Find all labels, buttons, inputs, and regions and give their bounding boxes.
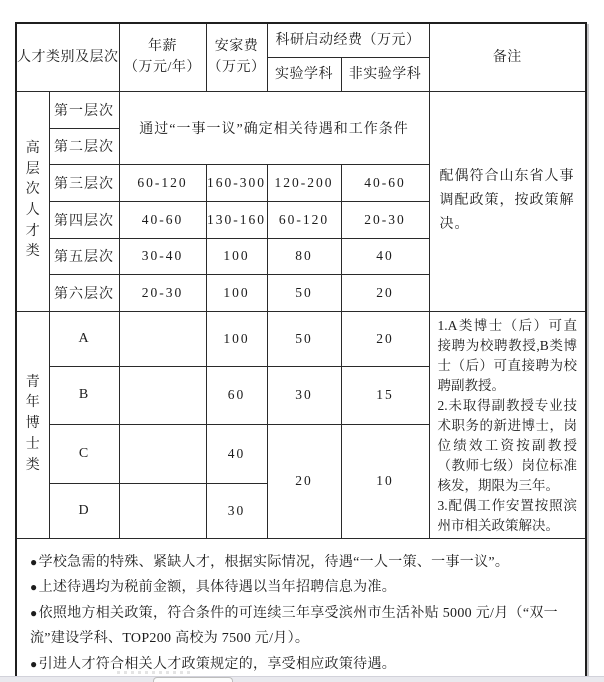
talent-benefits-table	[15, 22, 587, 679]
cell-tier1-level: 第一层次	[49, 91, 119, 128]
remark-item-3: 3.配偶工作安置按照滨州市相关政策解决。	[437, 497, 577, 533]
table-row	[16, 311, 586, 366]
notes-row	[16, 538, 586, 678]
header-settling-allowance-line2: （万元）	[207, 60, 266, 76]
header-settling-allowance	[206, 23, 267, 91]
cell-tier6-nonexp: 20	[341, 274, 429, 311]
note-line-4	[30, 652, 573, 678]
cell-classA-nonexp: 20	[341, 311, 429, 366]
cell-young-doctor-remark	[429, 311, 586, 538]
header-remark: 备注	[429, 23, 586, 91]
table-row	[16, 91, 586, 128]
group-label-high-level-talent-text: 高层次人才类	[25, 140, 40, 260]
cell-tier6-housing: 100	[206, 274, 267, 311]
cell-tier6-salary: 20-30	[119, 274, 206, 311]
cell-high-level-remark: 配偶符合山东省人事调配政策，按政策解决。	[429, 91, 586, 311]
cell-classD-salary	[119, 483, 206, 538]
cell-classB-level: B	[49, 366, 119, 424]
cell-classC-salary	[119, 424, 206, 483]
cell-tier4-nonexp: 20-30	[341, 201, 429, 238]
header-annual-salary-line1: 年薪	[148, 39, 177, 55]
faint-ghost-text	[117, 671, 193, 674]
note-line-1	[30, 550, 573, 576]
cell-classD-level: D	[49, 483, 119, 538]
cell-tier6-exp: 50	[267, 274, 341, 311]
bottom-browser-strip	[0, 676, 604, 682]
cell-tier3-level: 第三层次	[49, 164, 119, 201]
cell-classCD-exp-merged: 20	[267, 424, 341, 538]
cell-tier6-level: 第六层次	[49, 274, 119, 311]
cell-classCD-nonexp-merged: 10	[341, 424, 429, 538]
cell-classA-exp: 50	[267, 311, 341, 366]
bullet-icon: ●	[30, 605, 38, 620]
bullet-icon: ●	[30, 580, 38, 594]
cell-tier5-level: 第五层次	[49, 238, 119, 274]
cell-classA-salary	[119, 311, 206, 366]
note-text-4: 引进人才符合相关人才政策规定的，享受相应政策待遇。	[38, 656, 397, 672]
group-label-high-level-talent	[16, 91, 49, 311]
header-row-1	[16, 23, 586, 57]
group-label-young-doctor	[16, 311, 49, 538]
header-settling-allowance-line1: 安家费	[214, 39, 259, 55]
cell-classB-exp: 30	[267, 366, 341, 424]
header-research-fund: 科研启动经费（万元）	[267, 23, 429, 57]
cell-classA-level: A	[49, 311, 119, 366]
cell-classB-housing: 60	[206, 366, 267, 424]
cell-classA-housing: 100	[206, 311, 267, 366]
cell-tier4-salary: 40-60	[119, 201, 206, 238]
cell-classD-housing: 30	[206, 483, 267, 538]
cell-tier3-housing: 160-300	[206, 164, 267, 201]
cell-tier2-level: 第二层次	[49, 128, 119, 164]
cell-tier5-housing: 100	[206, 238, 267, 274]
bullet-icon: ●	[30, 656, 38, 671]
cell-tier3-exp: 120-200	[267, 164, 341, 201]
cell-classC-level: C	[49, 424, 119, 483]
header-annual-salary	[119, 23, 206, 91]
cell-tier3-nonexp: 40-60	[341, 164, 429, 201]
cell-classB-salary	[119, 366, 206, 424]
cell-tier4-level: 第四层次	[49, 201, 119, 238]
note-text-1: 学校急需的特殊、紧缺人才，根据实际情况，待遇“一人一策、一事一议”。	[38, 554, 510, 570]
cell-tier1-2-negotiated-note: 通过“一事一议”确定相关待遇和工作条件	[119, 91, 429, 164]
note-line-2	[30, 575, 573, 601]
cell-tier4-exp: 60-120	[267, 201, 341, 238]
bottom-popup-edge	[153, 677, 233, 682]
remark-item-2: 2.未取得副教授专业技术职务的新进博士，岗位绩效工资按副教授（教师七级）岗位标准核发，期限为三年。	[437, 397, 577, 493]
header-non-experimental-discipline: 非实验学科	[341, 57, 429, 91]
bullet-icon: ●	[30, 554, 38, 569]
cell-tier5-salary: 30-40	[119, 238, 206, 274]
notes-cell	[16, 538, 586, 678]
note-text-2: 上述待遇均为税前金额，具体待遇以当年招聘信息为准。	[38, 580, 397, 595]
note-line-3	[30, 601, 573, 652]
group-label-young-doctor-text: 青年博士类	[25, 374, 40, 473]
header-experimental-discipline: 实验学科	[267, 57, 341, 91]
cell-tier5-exp: 80	[267, 238, 341, 274]
cell-classB-nonexp: 15	[341, 366, 429, 424]
cell-tier5-nonexp: 40	[341, 238, 429, 274]
header-talent-category: 人才类别及层次	[16, 23, 119, 91]
cell-classC-housing: 40	[206, 424, 267, 483]
header-annual-salary-line2: （万元/年）	[124, 60, 201, 76]
remark-item-1: 1.A类博士（后）可直接聘为校聘教授,B类博士（后）可直接聘为校聘副教授。	[437, 317, 577, 393]
cell-tier3-salary: 60-120	[119, 164, 206, 201]
note-text-3: 依照地方相关政策，符合条件的可连续三年享受滨州市生活补贴 5000 元/月（“双一流”建设学科、TOP200 高校为 7500 元/月）。	[30, 605, 558, 646]
cell-tier4-housing: 130-160	[206, 201, 267, 238]
